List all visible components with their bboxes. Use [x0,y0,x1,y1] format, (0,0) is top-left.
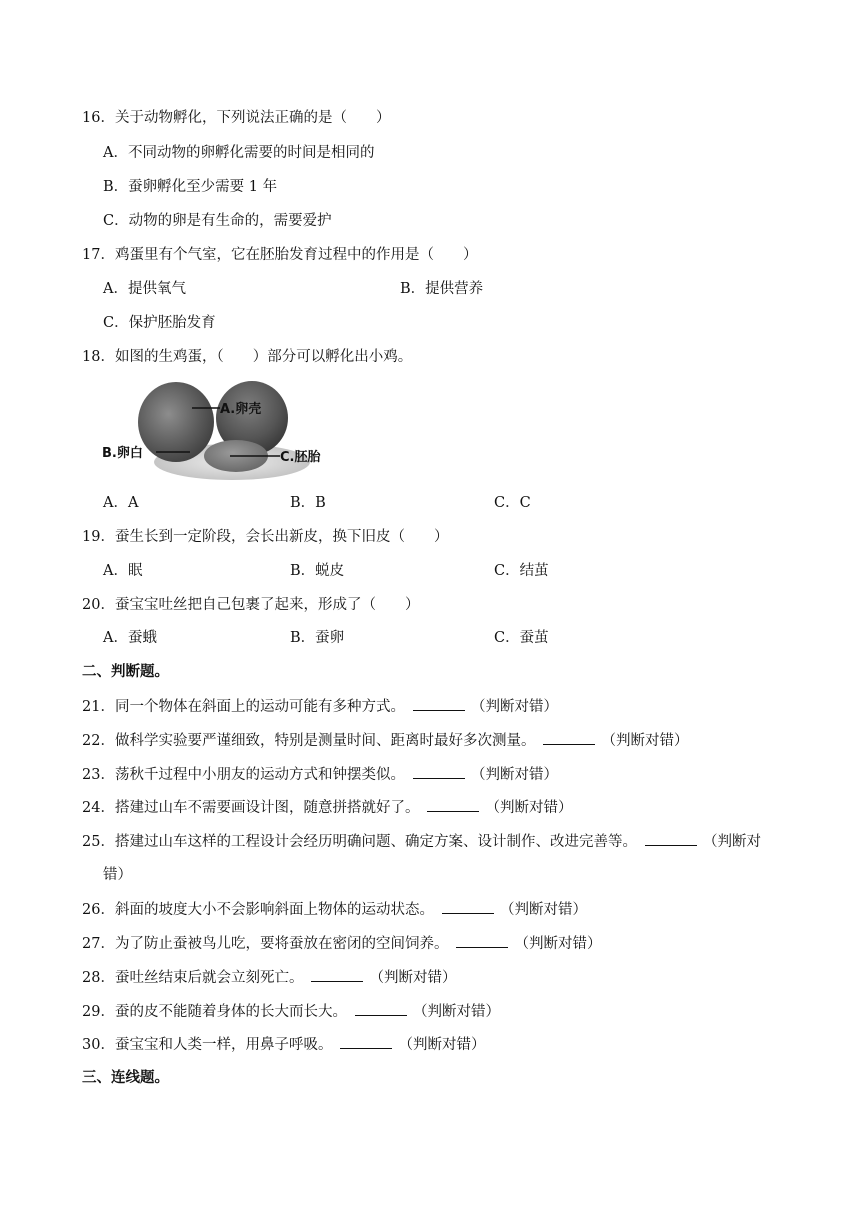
q18-option-c: C．C [494,495,531,511]
answer-blank[interactable] [340,1034,392,1049]
answer-blank[interactable] [413,764,465,779]
q16-option-c: C．动物的卵是有生命的，需要爱护 [103,213,332,229]
judge-suffix: （判断对错） [514,936,602,952]
judge-q23-text: 23．荡秋千过程中小朋友的运动方式和钟摆类似。 [82,767,405,783]
judge-q23 [82,764,558,785]
egg-diagram [102,378,334,488]
judge-q27 [82,933,601,954]
judge-q26 [82,899,587,920]
answer-blank[interactable] [413,696,465,711]
section-3-heading: 三、连线题。 [82,1069,169,1086]
q16-option-a: A．不同动物的卵孵化需要的时间是相同的 [103,145,375,161]
answer-blank[interactable] [645,831,697,846]
q17-option-a: A．提供氧气 [103,281,186,297]
judge-suffix: （判断对错） [470,699,558,715]
answer-blank[interactable] [543,730,595,745]
judge-q22 [82,730,688,751]
q16-stem: 16．关于动物孵化，下列说法正确的是（ ） [82,110,391,126]
q17-option-c: C．保护胚胎发育 [103,315,216,331]
judge-q28-text: 28．蚕吐丝结束后就会立刻死亡。 [82,970,304,986]
judge-suffix: （判断对错） [398,1037,486,1053]
judge-q25 [82,831,761,852]
q19-option-b: B．蜕皮 [290,563,345,579]
q20-option-a: A．蚕蛾 [103,630,157,646]
q17-option-b: B．提供营养 [400,281,484,297]
answer-blank[interactable] [355,1001,407,1016]
answer-blank[interactable] [427,797,479,812]
q20-option-b: B．蚕卵 [290,630,345,646]
q19-option-a: A．眠 [103,563,143,579]
judge-q25-text: 25．搭建过山车这样的工程设计会经历明确问题、确定方案、设计制作、改进完善等。 [82,834,637,850]
judge-q29-text: 29．蚕的皮不能随着身体的长大而长大。 [82,1004,347,1020]
q18-option-a: A．A [103,495,139,511]
q20-option-c: C．蚕茧 [494,630,549,646]
label-a: A.卵壳 [220,402,262,417]
left-shell-shape [138,382,214,462]
judge-suffix: （判断对错） [412,1004,500,1020]
q19-option-c: C．结茧 [494,563,549,579]
judge-q24 [82,797,572,818]
q20-stem: 20．蚕宝宝吐丝把自己包裹了起来，形成了（ ） [82,597,420,613]
judge-q30-text: 30．蚕宝宝和人类一样，用鼻子呼吸。 [82,1037,333,1053]
judge-q22-text: 22．做科学实验要严谨细致，特别是测量时间、距离时最好多次测量。 [82,733,536,749]
judge-suffix: （判断对错） [470,767,558,783]
answer-blank[interactable] [456,933,508,948]
judge-suffix: （判断对错） [485,800,573,816]
judge-q21-text: 21．同一个物体在斜面上的运动可能有多种方式。 [82,699,405,715]
label-b: B.卵白 [102,446,143,461]
judge-q28 [82,967,456,988]
judge-suffix: （判断对错） [499,902,587,918]
q19-stem: 19．蚕生长到一定阶段，会长出新皮，换下旧皮（ ） [82,529,449,545]
judge-q29 [82,1001,500,1022]
q17-stem: 17．鸡蛋里有个气室，它在胚胎发育过程中的作用是（ ） [82,247,478,263]
judge-q30 [82,1034,485,1055]
judge-q27-text: 27．为了防止蚕被鸟儿吃，要将蚕放在密闭的空间饲养。 [82,936,449,952]
label-c: C.胚胎 [280,450,321,465]
judge-suffix: （判断对错） [601,733,689,749]
judge-q26-text: 26．斜面的坡度大小不会影响斜面上物体的运动状态。 [82,902,434,918]
judge-q25-continuation: 错） [103,867,132,883]
answer-blank[interactable] [442,899,494,914]
answer-blank[interactable] [311,967,363,982]
judge-q24-text: 24．搭建过山车不需要画设计图，随意拼搭就好了。 [82,800,420,816]
judge-q25-suffix: （判断对 [702,834,761,850]
judge-suffix: （判断对错） [369,970,457,986]
q16-option-b: B．蚕卵孵化至少需要 1 年 [103,179,278,195]
judge-q21 [82,696,558,717]
q18-option-b: B．B [290,495,326,511]
section-2-heading: 二、判断题。 [82,663,169,680]
q18-stem: 18．如图的生鸡蛋，（ ）部分可以孵化出小鸡。 [82,349,413,365]
